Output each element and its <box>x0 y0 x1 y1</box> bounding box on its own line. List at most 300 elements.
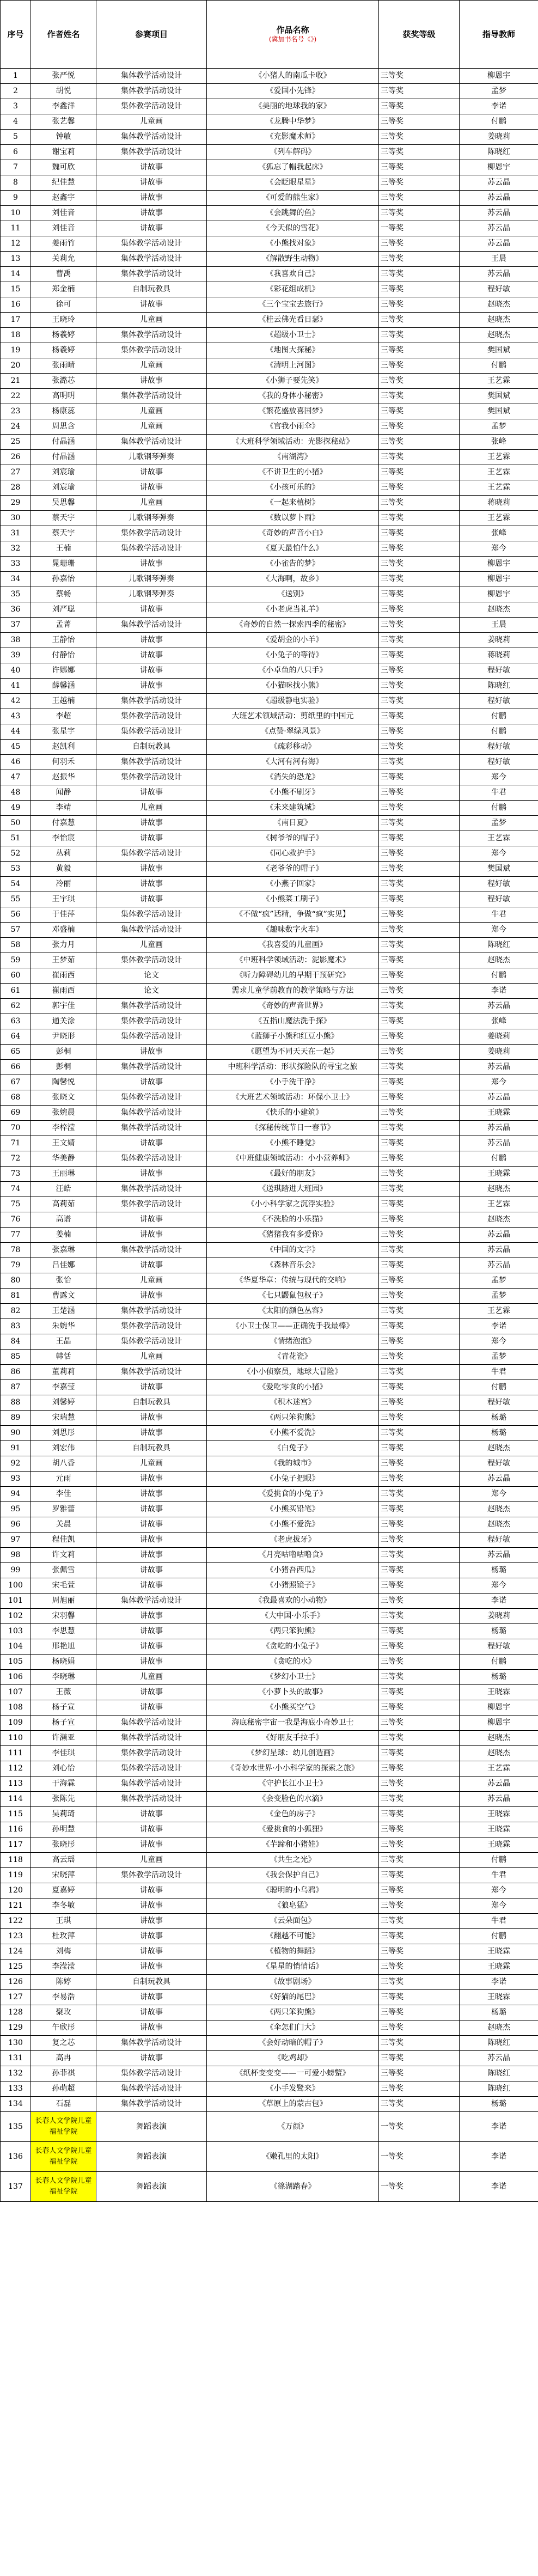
advisor-name: 程好敏 <box>460 1456 538 1472</box>
table-row <box>1 1975 538 1990</box>
author-name: 石磊 <box>31 2097 96 2112</box>
advisor-name: 付鹏 <box>460 801 538 816</box>
table-row <box>1 1517 538 1533</box>
row-number: 136 <box>1 2142 31 2172</box>
row-number: 7 <box>1 160 31 175</box>
author-name: 许濑亚 <box>31 1731 96 1746</box>
category: 讲故事 <box>96 2005 207 2020</box>
work-title: 《繁花盛放喜国梦》 <box>207 404 379 419</box>
table-row <box>1 557 538 572</box>
advisor-name: 赵晓杰 <box>460 313 538 328</box>
advisor-name: 陈晓红 <box>460 2081 538 2097</box>
category: 集体教学活动设计 <box>96 1090 207 1106</box>
work-title: 《彩花组成机》 <box>207 282 379 297</box>
category: 讲故事 <box>96 862 207 877</box>
advisor-name: 程好敏 <box>460 1395 538 1411</box>
advisor-name: 王艺霖 <box>460 465 538 480</box>
work-title: 《好猫的尾巴》 <box>207 1990 379 2005</box>
award-level: 三等奖 <box>379 953 460 968</box>
work-title: 《今天似的雪花》 <box>207 221 379 236</box>
row-number: 54 <box>1 877 31 892</box>
work-title: 《中班科学领域活动：泥影魔术》 <box>207 953 379 968</box>
author-name: 王文婧 <box>31 1136 96 1151</box>
award-level: 三等奖 <box>379 648 460 663</box>
table-row <box>1 99 538 114</box>
row-number: 114 <box>1 1792 31 1807</box>
work-title: 《中班健康领域活动：小小营养师》 <box>207 1151 379 1167</box>
table-row <box>1 496 538 511</box>
table-row <box>1 572 538 587</box>
work-title: 《小熊买铅笔》 <box>207 1502 379 1517</box>
author-name: 元雨 <box>31 1472 96 1487</box>
advisor-name: 李诺 <box>460 1975 538 1990</box>
row-number: 32 <box>1 541 31 557</box>
advisor-name: 樊国斌 <box>460 389 538 404</box>
award-level: 三等奖 <box>379 1868 460 1883</box>
author-name: 李鑫洋 <box>31 99 96 114</box>
author-name: 张嘉琳 <box>31 1243 96 1258</box>
category: 集体教学活动设计 <box>96 328 207 343</box>
table-row <box>1 511 538 526</box>
author-name: 徐可 <box>31 297 96 313</box>
category: 儿歌钢琴弹奏 <box>96 572 207 587</box>
advisor-name: 郑今 <box>460 923 538 938</box>
advisor-name: 樊国斌 <box>460 343 538 358</box>
author-name: 宋毛萱 <box>31 1578 96 1594</box>
author-name: 王越楠 <box>31 694 96 709</box>
row-number: 124 <box>1 1944 31 1960</box>
table-row <box>1 450 538 465</box>
award-level: 三等奖 <box>379 1777 460 1792</box>
work-title: 《大班科学领域活动：光影探秘站》 <box>207 435 379 450</box>
category: 集体教学活动设计 <box>96 724 207 740</box>
award-level: 三等奖 <box>379 2051 460 2066</box>
advisor-name: 王晓霖 <box>460 1685 538 1700</box>
work-title: 《聪明的小乌鸦》 <box>207 1883 379 1899</box>
award-level: 三等奖 <box>379 679 460 694</box>
award-level: 三等奖 <box>379 1655 460 1670</box>
author-name: 付晶涵 <box>31 435 96 450</box>
author-name: 彭桐 <box>31 1045 96 1060</box>
award-level: 三等奖 <box>379 1472 460 1487</box>
award-level: 三等奖 <box>379 1624 460 1639</box>
advisor-name: 苏云晶 <box>460 2051 538 2066</box>
category: 儿童画 <box>96 358 207 374</box>
award-level: 三等奖 <box>379 2097 460 2112</box>
author-name: 薛馨涵 <box>31 679 96 694</box>
category: 讲故事 <box>96 557 207 572</box>
award-level: 三等奖 <box>379 999 460 1014</box>
author-name: 张艺馨 <box>31 114 96 130</box>
row-number: 15 <box>1 282 31 297</box>
category: 集体教学活动设计 <box>96 130 207 145</box>
table-row <box>1 1960 538 1975</box>
table-row <box>1 892 538 907</box>
author-name: 王楠 <box>31 541 96 557</box>
advisor-name: 杨璐 <box>460 2005 538 2020</box>
advisor-name: 牛君 <box>460 1868 538 1883</box>
advisor-name: 孟梦 <box>460 1289 538 1304</box>
category: 集体教学活动设计 <box>96 252 207 267</box>
work-title: 《守护长江小卫士》 <box>207 1777 379 1792</box>
row-number: 16 <box>1 297 31 313</box>
advisor-name: 程好敏 <box>460 282 538 297</box>
advisor-name: 付鹏 <box>460 1655 538 1670</box>
table-row <box>1 724 538 740</box>
work-title: 《小猪吾西瓜》 <box>207 1563 379 1578</box>
row-number: 35 <box>1 587 31 602</box>
category: 讲故事 <box>96 1258 207 1273</box>
category: 讲故事 <box>96 1899 207 1914</box>
category: 讲故事 <box>96 1807 207 1822</box>
advisor-name: 苏云晶 <box>460 175 538 191</box>
award-level: 三等奖 <box>379 1517 460 1533</box>
author-name: 李梓滢 <box>31 1121 96 1136</box>
advisor-name: 郑今 <box>460 1334 538 1350</box>
category: 儿童画 <box>96 313 207 328</box>
award-level: 三等奖 <box>379 1944 460 1960</box>
work-title: 《植物的舞蹈》 <box>207 1944 379 1960</box>
advisor-name: 杨璐 <box>460 2097 538 2112</box>
work-title: 《月亮咕噜咕噜食》 <box>207 1548 379 1563</box>
table-row <box>1 1578 538 1594</box>
advisor-name: 苏云晶 <box>460 1090 538 1106</box>
work-title: 需求儿童学前教育的教学策略与方法 <box>207 984 379 999</box>
row-number: 46 <box>1 755 31 770</box>
table-row <box>1 1533 538 1548</box>
award-level: 三等奖 <box>379 343 460 358</box>
table-row <box>1 374 538 389</box>
row-number: 97 <box>1 1533 31 1548</box>
category: 舞蹈表演 <box>96 2112 207 2142</box>
advisor-name: 杨璐 <box>460 1563 538 1578</box>
row-number: 49 <box>1 801 31 816</box>
advisor-name: 李诺 <box>460 2172 538 2202</box>
row-number: 128 <box>1 2005 31 2020</box>
category: 集体教学活动设计 <box>96 618 207 633</box>
table-row <box>1 1838 538 1853</box>
author-name: 张婉晨 <box>31 1106 96 1121</box>
row-number: 88 <box>1 1395 31 1411</box>
author-name: 晁珊珊 <box>31 557 96 572</box>
work-title: 《我的身体小秘密》 <box>207 389 379 404</box>
table-row <box>1 1060 538 1075</box>
author-name: 付嘉慧 <box>31 816 96 831</box>
category: 集体教学活动设计 <box>96 953 207 968</box>
advisor-name: 王晓霖 <box>460 1807 538 1822</box>
work-title: 《听力障碍幼儿的早期干预研究》 <box>207 968 379 984</box>
author-name: 蔡畅 <box>31 587 96 602</box>
work-title: 《爱吃零食的小猪》 <box>207 1380 379 1395</box>
award-level: 三等奖 <box>379 801 460 816</box>
award-level: 三等奖 <box>379 541 460 557</box>
author-name: 高谱 <box>31 1212 96 1228</box>
category: 讲故事 <box>96 221 207 236</box>
work-title: 《清明上河图》 <box>207 358 379 374</box>
author-name: 曹禹 <box>31 267 96 282</box>
work-title: 《贪吃的水》 <box>207 1655 379 1670</box>
category: 自制玩教具 <box>96 1975 207 1990</box>
table-row <box>1 1212 538 1228</box>
row-number: 68 <box>1 1090 31 1106</box>
author-name: 周思含 <box>31 419 96 435</box>
author-name: 孙嘉怡 <box>31 572 96 587</box>
award-level: 一等奖 <box>379 221 460 236</box>
table-row <box>1 541 538 557</box>
award-level: 三等奖 <box>379 1121 460 1136</box>
table-row <box>1 1151 538 1167</box>
table-row <box>1 587 538 602</box>
author-name: 崔雨西 <box>31 984 96 999</box>
award-level: 三等奖 <box>379 313 460 328</box>
advisor-name: 赵晓杰 <box>460 1441 538 1456</box>
work-title: 《探秘传统节日一春节》 <box>207 1121 379 1136</box>
work-title: 《会好动暗的帽子》 <box>207 2036 379 2051</box>
category: 集体教学活动设计 <box>96 2066 207 2081</box>
work-title: 《狼皂猛》 <box>207 1899 379 1914</box>
category: 集体教学活动设计 <box>96 84 207 99</box>
category: 讲故事 <box>96 1380 207 1395</box>
advisor-name: 柳恩宇 <box>460 557 538 572</box>
author-name: 朱婉华 <box>31 1319 96 1334</box>
advisor-name: 苏云晶 <box>460 999 538 1014</box>
award-level: 三等奖 <box>379 1746 460 1761</box>
award-level: 一等奖 <box>379 2142 460 2172</box>
advisor-name: 孟梦 <box>460 1273 538 1289</box>
table-row <box>1 1609 538 1624</box>
author-name: 曹露文 <box>31 1289 96 1304</box>
row-number: 10 <box>1 206 31 221</box>
award-level: 三等奖 <box>379 1319 460 1334</box>
row-number: 24 <box>1 419 31 435</box>
table-row <box>1 297 538 313</box>
work-title: 《会变脸色的水滴》 <box>207 1792 379 1807</box>
category: 自制玩教具 <box>96 1395 207 1411</box>
author-name: 夏嘉婷 <box>31 1883 96 1899</box>
award-level: 三等奖 <box>379 374 460 389</box>
row-number: 4 <box>1 114 31 130</box>
author-name: 王晶 <box>31 1334 96 1350</box>
header-work-label: 作品名称 <box>276 25 309 35</box>
table-row <box>1 877 538 892</box>
advisor-name: 樊国斌 <box>460 404 538 419</box>
row-number: 92 <box>1 1456 31 1472</box>
category: 集体教学活动设计 <box>96 435 207 450</box>
work-title: 《愿望为不同天天在一起》 <box>207 1045 379 1060</box>
author-name: 李佳 <box>31 1487 96 1502</box>
row-number: 98 <box>1 1548 31 1563</box>
author-name: 李晓琳 <box>31 1670 96 1685</box>
work-title: 《小萝卜头的故事》 <box>207 1685 379 1700</box>
award-level: 三等奖 <box>379 1029 460 1045</box>
author-name: 刘严聪 <box>31 602 96 618</box>
advisor-name: 郑今 <box>460 1075 538 1090</box>
row-number: 29 <box>1 496 31 511</box>
author-name: 李滢滢 <box>31 1960 96 1975</box>
row-number: 44 <box>1 724 31 740</box>
award-level: 三等奖 <box>379 1838 460 1853</box>
author-name: 周旭丽 <box>31 1594 96 1609</box>
advisor-name: 苏云晶 <box>460 1792 538 1807</box>
author-name: 李易浩 <box>31 1990 96 2005</box>
work-title: 《积木迷宫》 <box>207 1395 379 1411</box>
table-row <box>1 1075 538 1090</box>
award-level: 三等奖 <box>379 1258 460 1273</box>
header-author: 作者姓名 <box>31 1 96 69</box>
award-level: 三等奖 <box>379 1167 460 1182</box>
table-row <box>1 1746 538 1761</box>
table-row <box>1 1594 538 1609</box>
author-name: 李思慧 <box>31 1624 96 1639</box>
author-name: 赵凯利 <box>31 740 96 755</box>
work-title: 《小熊菜工刷子》 <box>207 892 379 907</box>
advisor-name: 赵晓杰 <box>460 2020 538 2036</box>
advisor-name: 付鹏 <box>460 114 538 130</box>
advisor-name: 赵晓杰 <box>460 953 538 968</box>
row-number: 17 <box>1 313 31 328</box>
advisor-name: 王艺霖 <box>460 450 538 465</box>
author-name: 吴思馨 <box>31 496 96 511</box>
row-number: 22 <box>1 389 31 404</box>
author-name: 胡悦 <box>31 84 96 99</box>
advisor-name: 杨璐 <box>460 1624 538 1639</box>
award-level: 三等奖 <box>379 69 460 84</box>
row-number: 133 <box>1 2081 31 2097</box>
advisor-name: 赵晓杰 <box>460 328 538 343</box>
author-name: 邢艳旭 <box>31 1639 96 1655</box>
award-level: 三等奖 <box>379 1212 460 1228</box>
row-number: 70 <box>1 1121 31 1136</box>
award-level: 三等奖 <box>379 1670 460 1685</box>
row-number: 93 <box>1 1472 31 1487</box>
work-title: 《白兔子》 <box>207 1441 379 1456</box>
author-name: 孟菁 <box>31 618 96 633</box>
award-level: 三等奖 <box>379 1075 460 1090</box>
work-title: 《爱国小先锋》 <box>207 84 379 99</box>
award-level: 三等奖 <box>379 130 460 145</box>
award-level: 三等奖 <box>379 816 460 831</box>
author-name: 李冬敏 <box>31 1899 96 1914</box>
row-number: 111 <box>1 1746 31 1761</box>
table-row <box>1 1228 538 1243</box>
category: 儿童画 <box>96 419 207 435</box>
row-number: 27 <box>1 465 31 480</box>
work-title: 《送琪踏进大班园》 <box>207 1182 379 1197</box>
table-row <box>1 953 538 968</box>
advisor-name: 陈晓红 <box>460 2036 538 2051</box>
award-level: 三等奖 <box>379 419 460 435</box>
award-level: 三等奖 <box>379 175 460 191</box>
work-title: 《星星的悄悄话》 <box>207 1960 379 1975</box>
author-name: 张雨晴 <box>31 358 96 374</box>
category: 讲故事 <box>96 1700 207 1716</box>
row-number: 121 <box>1 1899 31 1914</box>
author-name: 宋羽馨 <box>31 1609 96 1624</box>
category: 儿童画 <box>96 1350 207 1365</box>
category: 集体教学活动设计 <box>96 1014 207 1029</box>
table-row <box>1 1929 538 1944</box>
category: 自制玩教具 <box>96 282 207 297</box>
table-row <box>1 145 538 160</box>
award-level: 三等奖 <box>379 1807 460 1822</box>
table-row <box>1 1807 538 1822</box>
author-name: 午欣彤 <box>31 2020 96 2036</box>
award-level: 三等奖 <box>379 267 460 282</box>
work-title: 《大中国·小乐手》 <box>207 1609 379 1624</box>
row-number: 14 <box>1 267 31 282</box>
award-level: 三等奖 <box>379 1578 460 1594</box>
advisor-name: 孟梦 <box>460 84 538 99</box>
row-number: 87 <box>1 1380 31 1395</box>
work-title: 《最好的朋友》 <box>207 1167 379 1182</box>
table-row <box>1 663 538 679</box>
table-row <box>1 679 538 694</box>
category: 讲故事 <box>96 1411 207 1426</box>
award-level: 三等奖 <box>379 389 460 404</box>
table-row <box>1 221 538 236</box>
category: 集体教学活动设计 <box>96 1792 207 1807</box>
advisor-name: 柳恩宇 <box>460 1716 538 1731</box>
award-level: 三等奖 <box>379 114 460 130</box>
table-row <box>1 999 538 1014</box>
category: 集体教学活动设计 <box>96 69 207 84</box>
row-number: 39 <box>1 648 31 663</box>
table-row <box>1 785 538 801</box>
advisor-name: 李诺 <box>460 99 538 114</box>
author-name: 张星宇 <box>31 724 96 740</box>
author-name: 通关涂 <box>31 1014 96 1029</box>
work-title: 《大河有河有海》 <box>207 755 379 770</box>
award-level: 三等奖 <box>379 1563 460 1578</box>
table-row <box>1 130 538 145</box>
category: 集体教学活动设计 <box>96 2081 207 2097</box>
author-name: 关莉允 <box>31 252 96 267</box>
table-row <box>1 328 538 343</box>
category: 儿歌钢琴弹奏 <box>96 450 207 465</box>
work-title: 中班科学活动：形状探险队的寻宝之旅 <box>207 1060 379 1075</box>
row-number: 65 <box>1 1045 31 1060</box>
header-advisor: 指导教师 <box>460 1 538 69</box>
table-row <box>1 633 538 648</box>
award-level: 三等奖 <box>379 1411 460 1426</box>
award-level: 三等奖 <box>379 1365 460 1380</box>
row-number: 106 <box>1 1670 31 1685</box>
work-title: 《不做“疯”话精，争做“疯”实见】 <box>207 907 379 923</box>
table-row <box>1 2005 538 2020</box>
advisor-name: 程好敏 <box>460 663 538 679</box>
row-number: 125 <box>1 1960 31 1975</box>
author-name: 王薇 <box>31 1685 96 1700</box>
award-level: 三等奖 <box>379 145 460 160</box>
category: 讲故事 <box>96 1685 207 1700</box>
table-row <box>1 358 538 374</box>
author-name: 杨晓娟 <box>31 1655 96 1670</box>
author-name: 刘心怡 <box>31 1761 96 1777</box>
category: 集体教学活动设计 <box>96 389 207 404</box>
table-row <box>1 1731 538 1746</box>
award-level: 三等奖 <box>379 846 460 862</box>
award-level: 三等奖 <box>379 191 460 206</box>
category: 集体教学活动设计 <box>96 907 207 923</box>
row-number: 13 <box>1 252 31 267</box>
category: 集体教学活动设计 <box>96 2036 207 2051</box>
author-name: 刘思彤 <box>31 1426 96 1441</box>
award-level: 三等奖 <box>379 938 460 953</box>
row-number: 103 <box>1 1624 31 1639</box>
award-level: 三等奖 <box>379 1136 460 1151</box>
work-title: 《伞怎们门大》 <box>207 2020 379 2036</box>
row-number: 3 <box>1 99 31 114</box>
